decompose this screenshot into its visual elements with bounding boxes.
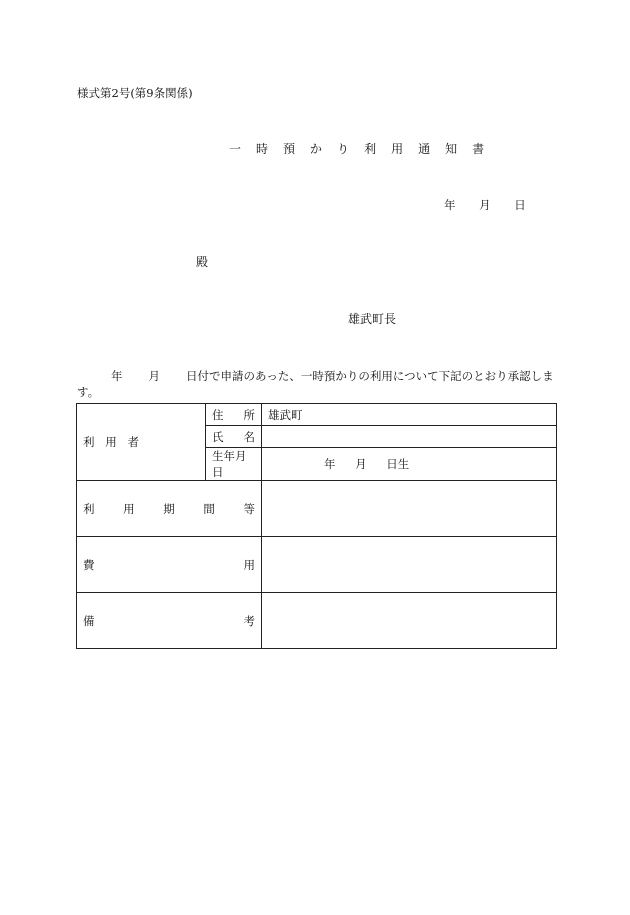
cost-value: [262, 537, 557, 593]
document-title: 一 時 預 か り 利 用 通 知 書: [229, 142, 490, 156]
address-row: [77, 404, 557, 426]
form-number: 様式第2号(第9条関係): [77, 86, 193, 100]
name-label: 氏 名: [206, 426, 262, 448]
cost-label: 費 用: [77, 537, 262, 593]
period-value: [262, 481, 557, 537]
address-value: 雄武町: [262, 404, 557, 426]
statement-year: 年: [111, 369, 123, 383]
address-label: 住 所: [206, 404, 262, 426]
issuer-name: 雄武町長: [348, 312, 397, 326]
remarks-row: [77, 593, 557, 649]
user-label: 利 用 者: [77, 404, 206, 481]
approval-statement: [77, 368, 557, 400]
statement-month: 月: [148, 369, 160, 383]
remarks-value: [262, 593, 557, 649]
birthdate-label: 生年月日: [206, 448, 262, 481]
remarks-label: 備 考: [77, 593, 262, 649]
statement-text: 日付で申請のあった、一時預かりの利用について下記のとおり承認します。: [77, 369, 554, 399]
usage-details-table: [76, 403, 557, 649]
birthdate-value: 年 月 日生: [262, 448, 557, 481]
period-row: [77, 481, 557, 537]
name-value: [262, 426, 557, 448]
issue-date-line: 年 月 日: [444, 198, 526, 212]
period-label: 利 用 期 間 等: [77, 481, 262, 537]
cost-row: [77, 537, 557, 593]
recipient-suffix: 殿: [196, 255, 209, 269]
